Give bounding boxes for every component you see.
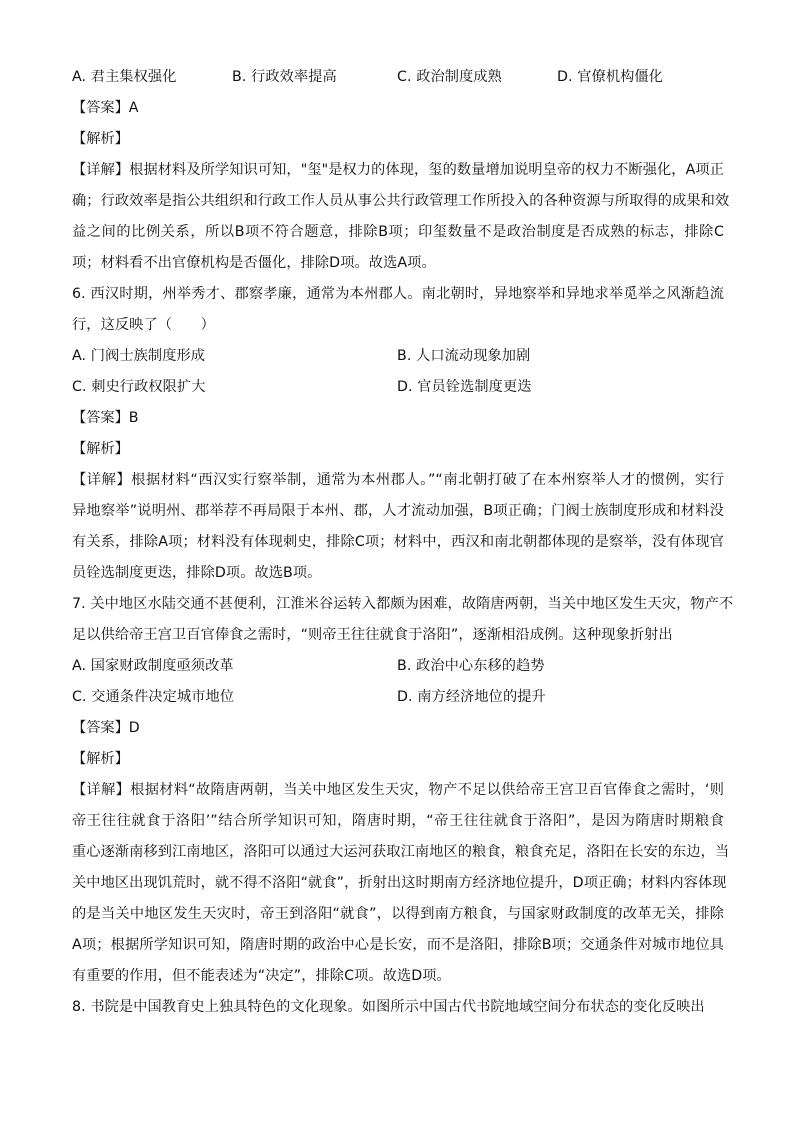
q6-detail-line: 员铨选制度更迭，排除D项。故选B项。 [72,565,322,581]
q7-options-row [72,651,724,682]
q7-options-row [72,682,724,713]
q8-stem-line: 8. 书院是中国教育史上独具特色的文化现象。如图所示中国古代书院地域空间分布状态的变化反映出 [72,999,705,1015]
q7-stem-line: 7. 关中地区水陆交通不甚便利，江淮米谷运转入都颇为困难，故隋唐两朝，当关中地区发生天灾，物产不 [72,596,734,612]
q7-detail-line: 帝王往往就食于洛阳’”结合所学知识可知，隋唐时期，“帝王往往就食于洛阳”，是因为隋唐时期粮食 [72,813,724,829]
q6-detail-line: 【详解】根据材料“西汉实行察举制，通常为本州郡人。”“南北朝打破了在本州察举人才的惯例，实行 [72,472,724,488]
q5-option-c: C. 政治制度成熟 [397,69,502,85]
q7-detail-line: 重心逐渐南移到江南地区，洛阳可以通过大运河获取江南地区的粮食，粮食充足，洛阳在长安的东边，当 [72,844,730,860]
q7-option-d: D. 南方经济地位的提升 [397,689,546,705]
q7-detail-line: 【详解】根据材料“故隋唐两朝，当关中地区发生天灾，物产不足以供给帝王宫卫百官俸食之需时，‘则 [72,782,724,798]
q6-detail-line: 异地察举”说明州、郡举荐不再局限于本州、郡，人才流动加强，B项正确；门阀士族制度形成和材料没 [72,503,724,519]
q6-option-d: D. 官员铨选制度更迭 [397,379,532,395]
document-page [72,62,734,1023]
q5-option-a: A. 君主集权强化 [72,69,177,85]
q6-option-c: C. 刺史行政权限扩大 [72,379,206,395]
q7-detail-line: 关中地区出现饥荒时，就不得不洛阳“就食”，折射出这时期南方经济地位提升，D项正确；材料内容体现 [72,875,727,891]
q7-option-c: C. 交通条件决定城市地位 [72,689,235,705]
q6-stem-line: 6. 西汉时期，州举秀才、郡察孝廉，通常为本州郡人。南北朝时，异地察举和异地求举觅举之风渐趋流 [72,286,724,302]
q5-option-b: B. 行政效率提高 [232,69,337,85]
q7-detail-line: 的是当关中地区发生天灾时，帝王到洛阳“就食”，以得到南方粮食，与国家财政制度的改革无关，排除 [72,906,724,922]
q7-answer: 【答案】D [72,720,140,736]
q6-detail-line: 有关系，排除A项；材料没有体现刺史，排除C项；材料中，西汉和南北朝都体现的是察举，没有体现官 [72,534,724,550]
q7-stem-line: 足以供给帝王宫卫百官俸食之需时，“则帝王往往就食于洛阳”，逐渐相沿成例。这种现象折射出 [72,627,673,643]
q6-analysis-heading: 【解析】 [72,441,129,457]
q6-option-b: B. 人口流动现象加剧 [397,348,531,364]
q7-option-a: A. 国家财政制度亟须改革 [72,658,234,674]
q5-option-d: D. 官僚机构僵化 [557,69,663,85]
q5-detail-line: 【详解】根据材料及所学知识可知，"玺"是权力的体现，玺的数量增加说明皇帝的权力不断强化，A项正 [72,162,724,178]
q7-detail-line: 有重要的作用，但不能表述为“决定”，排除C项。故选D项。 [72,968,451,984]
q6-option-a: A. 门阀士族制度形成 [72,348,206,364]
q5-detail-line: 确；行政效率是指公共组织和行政工作人员从事公共行政管理工作所投入的各种资源与所取得的成果和效 [72,193,730,209]
q5-analysis-heading: 【解析】 [72,131,129,147]
q5-answer: 【答案】A [72,100,139,116]
q6-answer: 【答案】B [72,410,139,426]
q6-stem-line: 行，这反映了（ ） [72,317,215,333]
q6-options-row [72,341,724,372]
q5-detail-line: 项；材料看不出官僚机构是否僵化，排除D项。故选A项。 [72,255,436,271]
q7-analysis-heading: 【解析】 [72,751,129,767]
q5-options [72,62,724,93]
q6-options-row [72,372,724,403]
q7-detail-line: A项；根据所学知识可知，隋唐时期的政治中心是长安，而不是洛阳，排除B项；交通条件对城市地位具 [72,937,724,953]
q7-option-b: B. 政治中心东移的趋势 [397,658,545,674]
q5-detail-line: 益之间的比例关系，所以B项不符合题意，排除B项；印玺数量不是政治制度是否成熟的标志，排除C [72,224,724,240]
